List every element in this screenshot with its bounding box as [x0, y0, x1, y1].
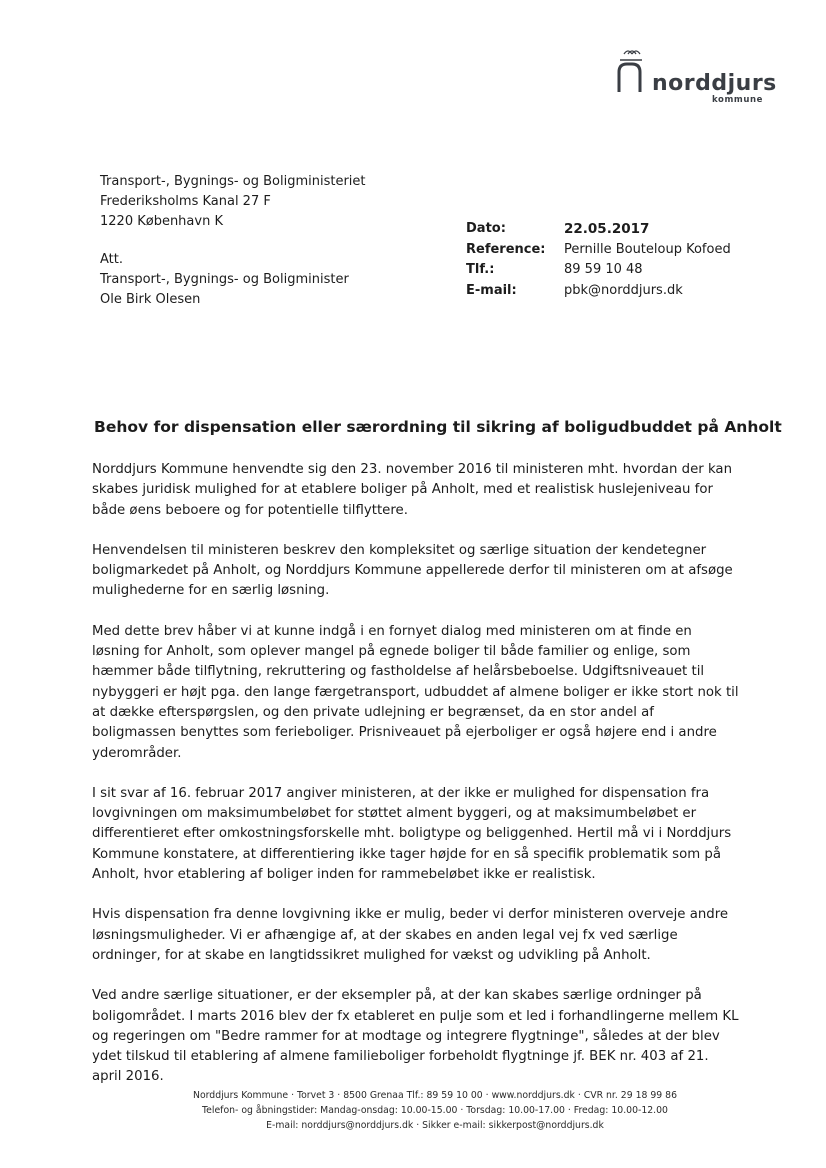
recipient-address — [100, 172, 366, 310]
body-paragraph: Hvis dispensation fra denne lovgivning ikke er mulig, beder vi derfor ministeren overveje andre løsningsmuligheder. Vi er afhængige af, at der skabes en anden legal vej fx ved særlige ordninger, for at skabe en langtidssikret mulighed for vækst og udvikling på Anholt. — [92, 907, 729, 963]
letter-meta — [466, 219, 731, 301]
tlf-value: 89 59 10 48 — [564, 262, 643, 277]
logo-mark-icon — [612, 44, 652, 94]
footer-line: Telefon- og åbningstider: Mandag-onsdag: 10.00-15.00 · Torsdag: 10.00-17.00 · Fredag: 10.00-12.00 — [202, 1105, 668, 1116]
meta-email — [466, 281, 731, 302]
reference-label: Reference: — [466, 241, 546, 257]
recipient-line: Transport-, Bygnings- og Boligministeriet — [100, 174, 366, 189]
recipient-line: Frederiksholms Kanal 27 F — [100, 194, 271, 209]
att-line: Transport-, Bygnings- og Boligminister — [100, 272, 349, 287]
body-paragraph: Ved andre særlige situationer, er der eksempler på, at der kan skabes særlige ordninger på boligområdet. I marts 2016 blev der fx etableret en pulje som et led i forhandlingerne mellem KL og regeringen om "Bedre rammer for at modtage og integrere flygtninge", således at der blev ydet tilskud til etablering af almene familieboliger forbeholdt flygtninge jf. BEK nr. 403 af 21. april 2016. — [92, 988, 739, 1085]
meta-dato — [466, 219, 731, 240]
meta-reference — [466, 240, 731, 261]
body-paragraph: Henvendelsen til ministeren beskrev den kompleksitet og særlige situation der kendetegner boligmarkedet på Anholt, og Norddjurs Kommune appellerede derfor til ministeren om at afsøge mulighederne for en særlig løsning. — [92, 542, 733, 599]
norddjurs-logo — [612, 44, 782, 106]
email-value: pbk@norddjurs.dk — [564, 282, 683, 298]
letter-body — [92, 460, 740, 1108]
att-line: Att. — [100, 252, 123, 267]
letter-footer — [140, 1088, 730, 1133]
dato-value: 22.05.2017 — [564, 221, 650, 237]
att-line: Ole Birk Olesen — [100, 292, 201, 307]
meta-tlf — [466, 260, 731, 281]
logo-sub: kommune — [712, 95, 764, 105]
recipient-line: 1220 København K — [100, 214, 223, 229]
reference-value: Pernille Bouteloup Kofoed — [564, 241, 731, 257]
body-paragraph: I sit svar af 16. februar 2017 angiver ministeren, at der ikke er mulighed for dispensation fra lovgivningen om maksimumbeløbet for støttet alment byggeri, og at maksimumbeløbet er differentieret efter omkostningsforskelle mht. boligtype og beliggenhed. Hertil må vi i Norddjurs Kommune konstatere, at differentiering ikke tager højde for en så specifik problematik som på Anholt, hvor etablering af boliger inden for rammebeløbet ikke er realistisk. — [92, 785, 732, 883]
body-paragraph: Norddjurs Kommune henvendte sig den 23. november 2016 til ministeren mht. hvordan der kan skabes juridisk mulighed for at etablere boliger på Anholt, med et realistisk huslejeniveau for både øens beboere og for potentielle tilflyttere. — [92, 462, 732, 518]
footer-line: E-mail: norddjurs@norddjurs.dk · Sikker e-mail: sikkerpost@norddjurs.dk — [266, 1120, 604, 1131]
email-label: E-mail: — [466, 282, 517, 298]
footer-line: Norddjurs Kommune · Torvet 3 · 8500 Grenaa Tlf.: 89 59 10 00 · www.norddjurs.dk · CVR nr. 29 18 99 86 — [193, 1090, 677, 1101]
letter-title: Behov for dispensation eller særordning til sikring af boligudbuddet på Anholt — [94, 418, 782, 436]
dato-label: Dato: — [466, 221, 506, 236]
body-paragraph: Med dette brev håber vi at kunne indgå i en fornyet dialog med ministeren om at finde en løsning for Anholt, som oplever mangel på egnede boliger til både familier og enlige, som hæmmer både tilflytning, rekruttering og fastholdelse af helårsbeboelse. Udgiftsniveauet til nybyggeri er højt pga. den lange færgetransport, udbuddet af almene boliger er ikke stort nok til at dække efterspørgslen, og den private udlejning er begrænset, da en stor andel af boligmassen benyttes som ferieboliger. Prisniveauet på ejerboliger er også højere end i andre yderområder. — [92, 623, 739, 761]
tlf-label: Tlf.: — [466, 262, 495, 277]
logo-name: norddjurs — [652, 71, 777, 96]
